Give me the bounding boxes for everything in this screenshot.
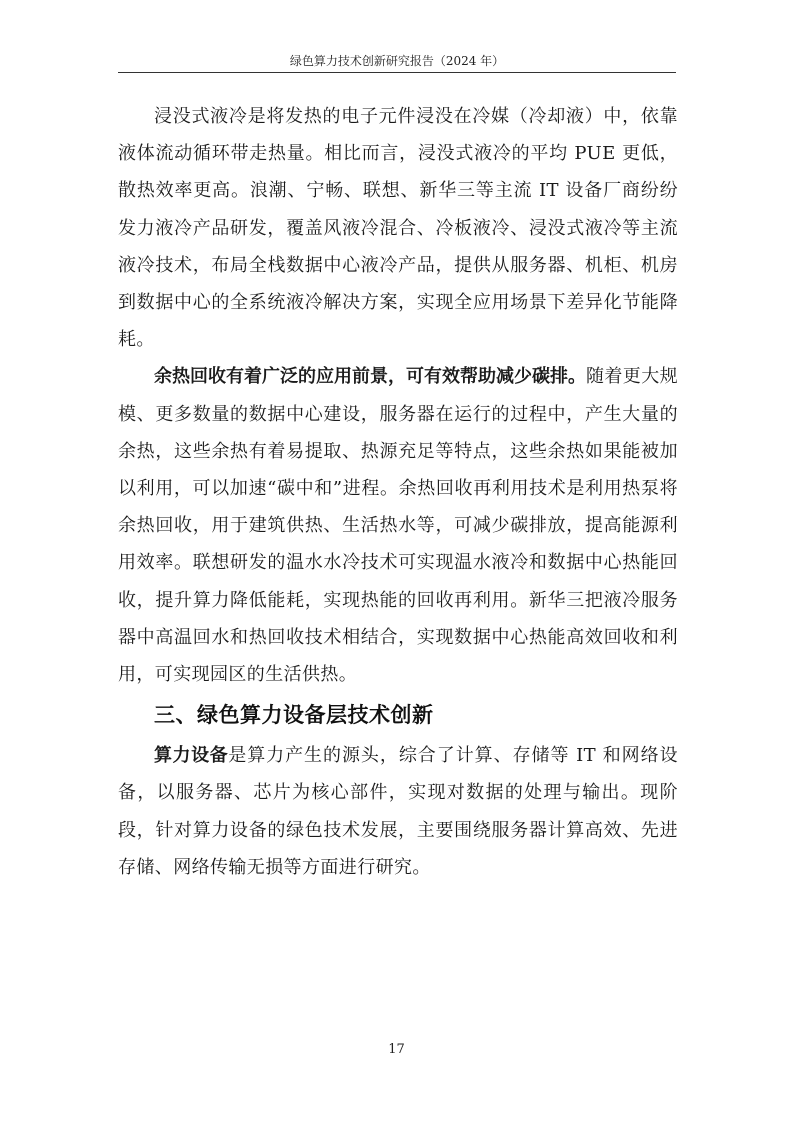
running-header: 绿色算力技术创新研究报告（2024 年） (289, 54, 505, 68)
paragraph-lead-text: 余热回收有着广泛的应用前景，可有效帮助减少碳排。 (154, 366, 586, 388)
paragraph-text: 是算力产生的源头，综合了计算、存储等 IT 和网络设备，以服务器、芯片为核心部件，实现对数据的处理与输出。现阶段，针对算力设备的绿色技术发展，主要围绕服务器计算高效、先进存储、网络传输无损等方面进行研究。 (118, 745, 678, 878)
paragraph-computing-devices (118, 737, 678, 886)
paragraph-waste-heat-recovery (118, 358, 678, 693)
page-body (118, 98, 678, 886)
paragraph-text: 随着更大规模、更多数量的数据中心建设，服务器在运行的过程中，产生大量的余热，这些余热有着易提取、热源充足等特点，这些余热如果能被加以利用，可以加速“碳中和”进程。余热回收再利用技术是利用热泵将余热回收，用于建筑供热、生活热水等，可减少碳排放，提高能源利用效率。联想研发的温水水冷技术可实现温水液冷和数据中心热能回收，提升算力降低能耗，实现热能的回收再利用。新华三把液冷服务器中高温回水和热回收技术相结合，实现数据中心热能高效回收和利用，可实现园区的生活供热。 (118, 366, 678, 686)
page-number: 17 (388, 1042, 405, 1057)
header-divider (118, 72, 676, 73)
paragraph-lead-text: 算力设备 (154, 745, 229, 767)
section-heading: 三、绿色算力设备层技术创新 (154, 703, 434, 728)
paragraph-immersion-cooling: 浸没式液冷是将发热的电子元件浸没在冷媒（冷却液）中，依靠液体流动循环带走热量。相比而言，浸没式液冷的平均 PUE 更低，散热效率更高。浪潮、宁畅、联想、新华三等主流 IT 设备厂商纷纷发力液冷产品研发，覆盖风液冷混合、冷板液冷、浸没式液冷等主流液冷技术，布局全栈数据中心液冷产品，提供从服务器、机柜、机房到数据中心的全系统液冷解决方案，实现全应用场景下差异化节能降耗。 (118, 106, 678, 351)
